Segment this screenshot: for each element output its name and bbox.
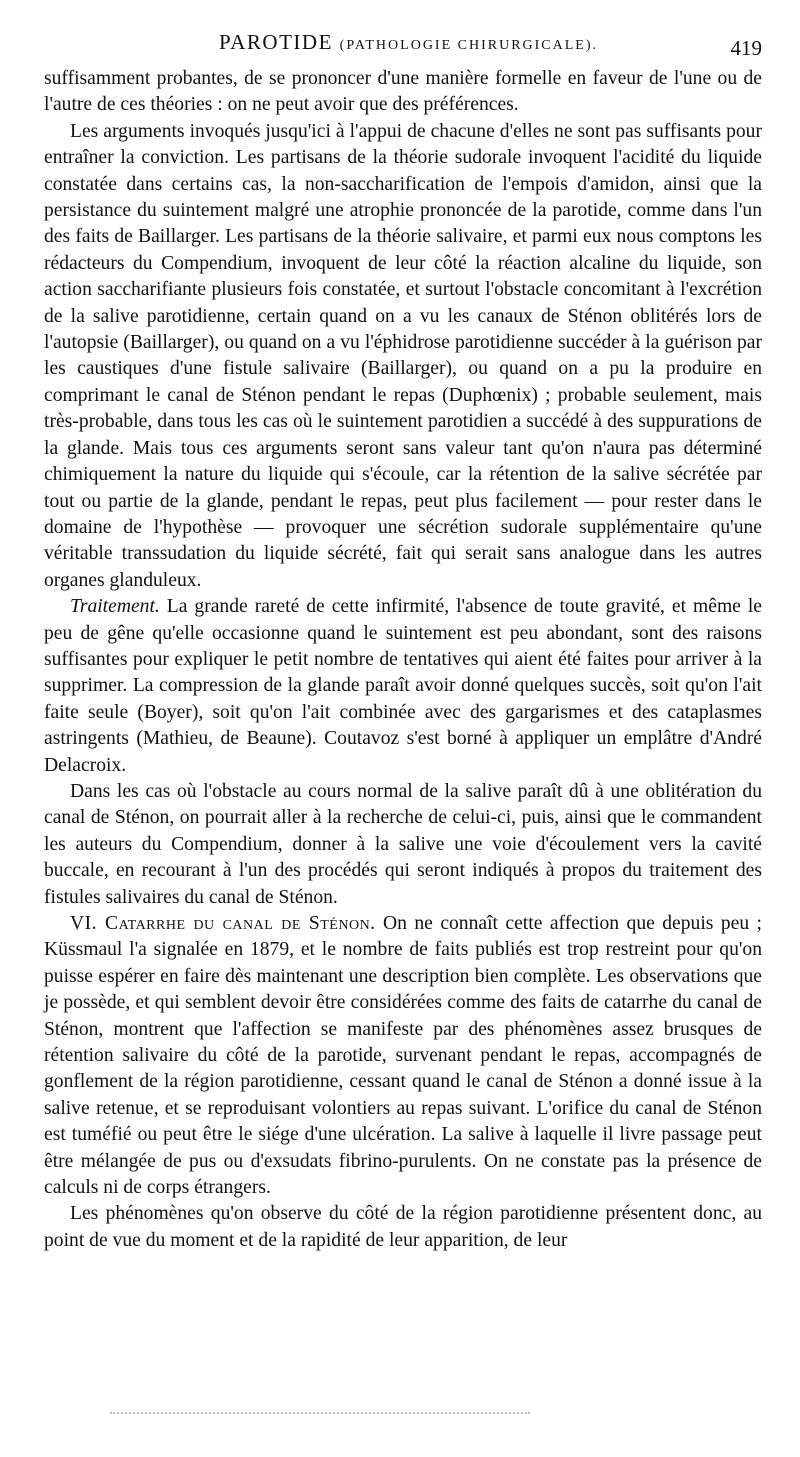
paragraph-3 xyxy=(44,594,762,779)
paragraph-3-text: La grande rareté de cette infirmité, l'absence de toute gravité, et même le peu de gêne qu'elle occasionne quand le suintement est peu abondant, sont des raisons suffisantes pour expliquer le petit nombre de tentatives qui aient été faites pour arriver à la supprimer. La compression de la glande paraît avoir donné quelques succès, soit qu'on l'ait faite seule (Boyer), soit qu'on l'ait combinée avec des gargarismes et des cataplasmes astringents (Mathieu, de Beaune). Coutavoz s'est borné à appliquer un emplâtre d'André Delacroix. xyxy=(44,596,762,776)
page-number: 419 xyxy=(730,36,762,60)
body-text xyxy=(44,66,762,1254)
header-title: PAROTIDE xyxy=(219,30,333,54)
paragraph-4 xyxy=(44,779,762,911)
running-header xyxy=(44,26,766,60)
paragraph-5-lead: VI. Catarrhe du canal de Sténon. xyxy=(70,913,376,934)
paragraph-2-text: Les arguments invoqués jusqu'ici à l'appui de chacune d'elles ne sont pas suffisants pour entraîner la conviction. Les partisans de la théorie sudorale invoquent l'acidité du liquide constatée dans certains cas, la non-saccharification de l'empois d'amidon, ainsi que la persistance du suintement malgré une atrophie prononcée de la parotide, comme dans l'un des faits de Baillarger. Les partisans de la théorie salivaire, et parmi eux nous comptons les rédacteurs du Compendium, invoquent de leur côté la réaction alcaline du liquide, son action saccharifiante plusieurs fois constatée, et surtout l'obstacle concomitant à l'excrétion de la salive parotidienne, certain quand on a vu les canaux de Sténon oblitérés lors de l'autopsie (Baillarger), ou quand on a vu l'éphidrose parotidienne succéder à la guérison par les caustiques d'une fistule salivaire (Baillarger), ou quand on a pu la produire en comprimant le canal de Sténon pendant le repas (Duphœnix) ; probable seulement, mais très-probable, dans tous les cas où le suintement parotidien a succédé à des suppurations de la glande. Mais tous ces arguments seront sans valeur tant qu'on n'aura pas déterminé chimiquement la nature du liquide qui s'écoule, car la rétention de la salive sécrétée par tout ou partie de la glande, pendant le repas, peut plus facilement — pour rester dans le domaine de l'hypothèse — provoquer une sécrétion sudorale supplémentaire qu'une véritable transsudation du liquide sécrété, fait qui serait sans analogue dans les autres organes glanduleux. xyxy=(44,120,762,591)
paragraph-6 xyxy=(44,1201,762,1254)
running-head-title xyxy=(219,30,598,55)
paragraph-5-text: On ne connaît cette affection que depuis peu ; Küssmaul l'a signalée en 1879, et le nombre de faits publiés est trop restreint pour qu'on puisse espérer en faire dès maintenant une description bien complète. Les observations que je possède, et qui semblent devoir être considérées comme des faits de catarrhe du canal de Sténon, montrent que l'affection se manifeste par des phénomènes assez brusques de rétention salivaire du côté de la parotide, survenant pendant le repas, accompagnés de gonflement de la région parotidienne, cessant quand le canal de Sténon a donné issue à la salive retenue, et se reproduisant volontiers au repas suivant. L'orifice du canal de Sténon est tuméfié ou peut être le siége d'une ulcération. La salive à laquelle il livre passage peut être mélangée de pus ou d'exsudats fibrino-purulents. On ne constate pas la présence de calculs ni de corps étrangers. xyxy=(44,913,763,1199)
paragraph-5 xyxy=(44,911,762,1201)
paragraph-4-text: Dans les cas où l'obstacle au cours normal de la salive paraît dû à une oblitération du canal de Sténon, on pourrait aller à la recherche de celui-ci, puis, ainsi que le commandent les auteurs du Compendium, donner à la salive une voie d'écoulement vers la cavité buccale, en recourant à l'un des procédés qui seront indiqués à propos du traitement des fistules salivaires du canal de Sténon. xyxy=(44,780,762,908)
header-subtitle: (PATHOLOGIE CHIRURGICALE). xyxy=(339,38,599,53)
paragraph-6-text: Les phénomènes qu'on observe du côté de la région parotidienne présentent donc, au point de vue du moment et de la rapidité de leur apparition, de leur xyxy=(44,1203,762,1251)
paragraph-3-lead: Traitement. xyxy=(70,596,160,618)
paragraph-1-text: suffisamment probantes, de se prononcer d'une manière formelle en faveur de l'une ou de l'autre de ces théories : on ne peut avoir que des préférences. xyxy=(44,68,762,116)
paragraph-1 xyxy=(44,66,762,119)
faded-footer-line xyxy=(110,1412,530,1416)
paragraph-2 xyxy=(44,119,762,594)
